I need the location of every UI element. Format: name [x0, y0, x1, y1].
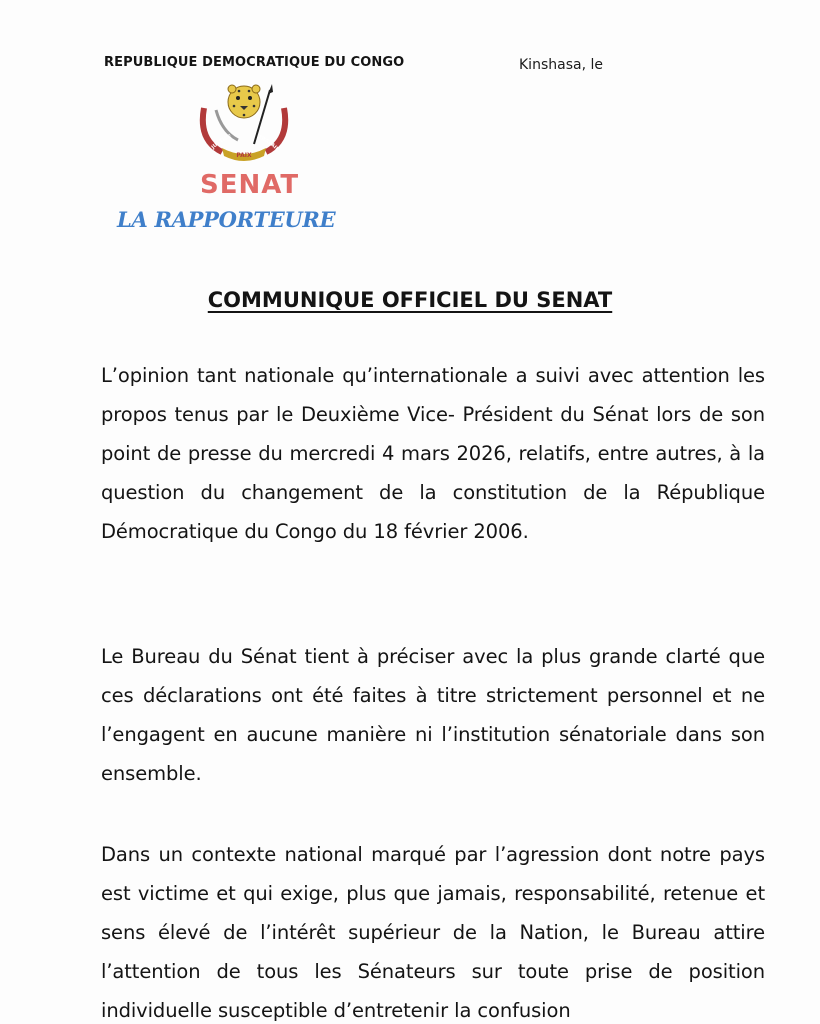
place-date: Kinshasa, le: [519, 57, 603, 73]
coat-of-arms-emblem: [192, 80, 296, 164]
paragraph-1: L’opinion tant nationale qu’internationale a suivi avec attention les propos tenus par le Deuxième Vice- Président du Sénat lors de son point de presse du mercredi 4 mars 2026, relatifs, entre autres, à la question du changement de la constitution de la République Démocratique du Congo du 18 février 2006.: [101, 364, 765, 543]
document-title: COMMUNIQUE OFFICIEL DU SENAT: [207, 288, 613, 312]
country-heading: REPUBLIQUE DEMOCRATIQUE DU CONGO: [104, 55, 405, 70]
paragraph-2: Le Bureau du Sénat tient à préciser avec la plus grande clarté que ces déclarations ont été faites à titre strictement personnel et ne l’engagent en aucune manière ni l’institution sénatoriale dans son ensemble.: [101, 645, 765, 785]
emblem-motto-center: PAIX: [236, 152, 252, 159]
office-name: LA RAPPORTEURE: [117, 207, 336, 232]
leopard-head-icon: [228, 85, 260, 118]
institution-name: SENAT: [200, 170, 300, 200]
emblem-motto-left: JUSTICE: [210, 133, 233, 151]
emblem-motto-right: TRAVAIL: [257, 134, 280, 153]
paragraph-3: Dans un contexte national marqué par l’agression dont notre pays est victime et qui exige, plus que jamais, responsabilité, retenue et sens élevé de l’intérêt supérieur de la Nation, le Bureau attire l’attention de tous les Sénateurs sur toute prise de position individuelle susceptible d’entretenir la confusion: [101, 843, 765, 1022]
